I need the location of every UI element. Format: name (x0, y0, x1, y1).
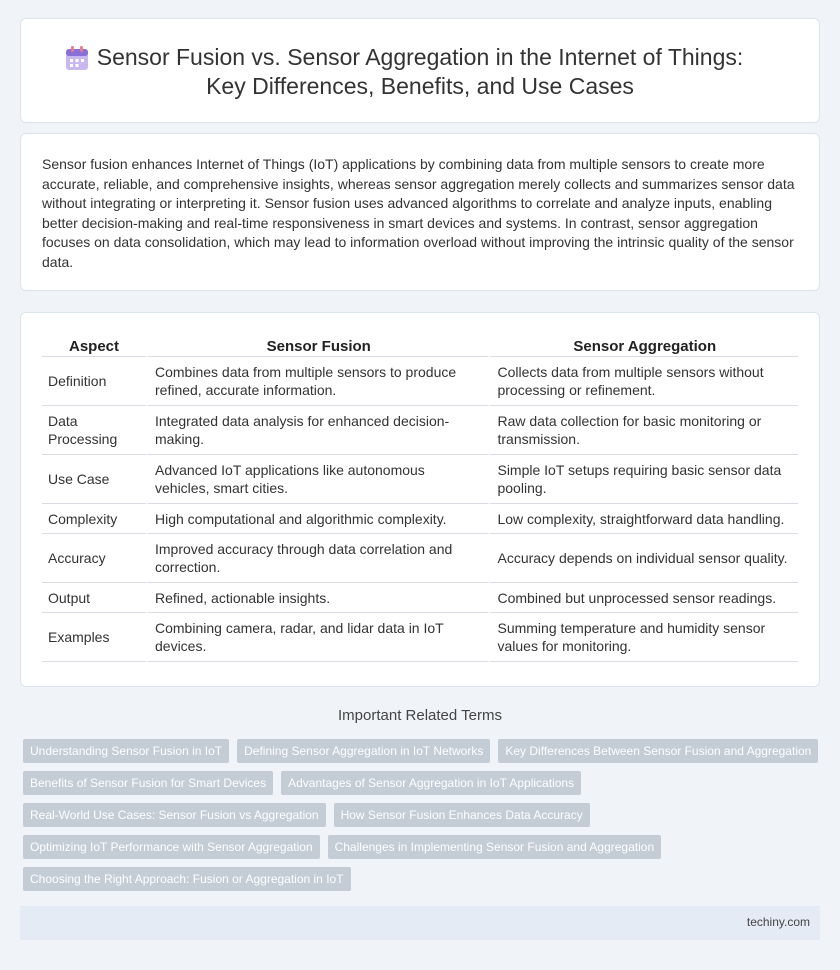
table-row (42, 406, 798, 455)
row-fusion: Refined, actionable insights. (146, 583, 488, 613)
row-aspect: Complexity (42, 504, 146, 534)
related-term-tag[interactable]: Benefits of Sensor Fusion for Smart Devices (23, 771, 273, 795)
title-line-1: Sensor Fusion vs. Sensor Aggregation in the Internet of Things: (96, 44, 744, 70)
comparison-table (42, 335, 798, 662)
table-row (42, 583, 798, 613)
row-fusion: Combining camera, radar, and lidar data in IoT devices. (146, 613, 488, 662)
header-aspect: Aspect (42, 335, 146, 357)
related-term-tag[interactable]: Real-World Use Cases: Sensor Fusion vs Aggregation (23, 803, 326, 827)
table-row (42, 534, 798, 583)
row-aggregation: Summing temperature and humidity sensor values for monitoring. (488, 613, 798, 662)
related-terms-title: Important Related Terms (338, 707, 502, 724)
intro-paragraph: Sensor fusion enhances Internet of Things (IoT) applications by combining data from multiple sensors to create more accurate, reliable, and comprehensive insights, whereas sensor aggregation merely collects and summarizes sensor data without integrating or interpreting it. Sensor fusion uses advanced algorithms to correlate and analyze inputs, enabling better decision-making and real-time responsiveness in smart devices and systems. In contrast, sensor aggregation focuses on data consolidation, which may lead to information overload without improving the intrinsic quality of the sensor data. (42, 156, 795, 270)
related-term-tag[interactable]: Advantages of Sensor Aggregation in IoT Applications (281, 771, 581, 795)
footer-domain[interactable]: techiny.com (746, 915, 810, 929)
related-term-tag[interactable]: Key Differences Between Sensor Fusion and Aggregation (498, 739, 818, 763)
row-fusion: Integrated data analysis for enhanced decision-making. (146, 406, 488, 455)
related-term-tag[interactable]: Challenges in Implementing Sensor Fusion and Aggregation (328, 835, 662, 859)
row-aspect: Output (42, 583, 146, 613)
title-line-2: Key Differences, Benefits, and Use Cases (206, 73, 634, 99)
row-aggregation: Combined but unprocessed sensor readings. (488, 583, 798, 613)
row-aspect: Use Case (42, 455, 146, 504)
table-row (42, 613, 798, 662)
row-aspect: Definition (42, 357, 146, 406)
row-aggregation: Accuracy depends on individual sensor quality. (488, 534, 798, 583)
related-term-tag[interactable]: Defining Sensor Aggregation in IoT Networks (237, 739, 490, 763)
related-term-tag[interactable]: Choosing the Right Approach: Fusion or Aggregation in IoT (23, 867, 351, 891)
intro-card (20, 133, 820, 291)
related-term-tag[interactable]: Optimizing IoT Performance with Sensor Aggregation (23, 835, 320, 859)
comparison-table-card (20, 312, 820, 687)
row-fusion: High computational and algorithmic complexity. (146, 504, 488, 534)
header-card (20, 18, 820, 123)
footer (20, 906, 820, 940)
header-sensor-fusion: Sensor Fusion (146, 335, 488, 357)
row-fusion: Improved accuracy through data correlation and correction. (146, 534, 488, 583)
row-aggregation: Collects data from multiple sensors without processing or refinement. (488, 357, 798, 406)
row-aggregation: Low complexity, straightforward data handling. (488, 504, 798, 534)
row-aggregation: Raw data collection for basic monitoring or transmission. (488, 406, 798, 455)
table-header-row (42, 335, 798, 357)
row-fusion: Combines data from multiple sensors to produce refined, accurate information. (146, 357, 488, 406)
row-aspect: Accuracy (42, 534, 146, 583)
table-row (42, 504, 798, 534)
row-fusion: Advanced IoT applications like autonomous vehicles, smart cities. (146, 455, 488, 504)
row-aspect: Examples (42, 613, 146, 662)
row-aggregation: Simple IoT setups requiring basic sensor data pooling. (488, 455, 798, 504)
related-term-tag[interactable]: How Sensor Fusion Enhances Data Accuracy (334, 803, 590, 827)
related-terms-tags (23, 739, 823, 899)
related-term-tag[interactable]: Understanding Sensor Fusion in IoT (23, 739, 229, 763)
table-row (42, 455, 798, 504)
row-aspect: Data Processing (42, 406, 146, 455)
table-row (42, 357, 798, 406)
page-title (21, 43, 819, 101)
header-sensor-aggregation: Sensor Aggregation (488, 335, 798, 357)
